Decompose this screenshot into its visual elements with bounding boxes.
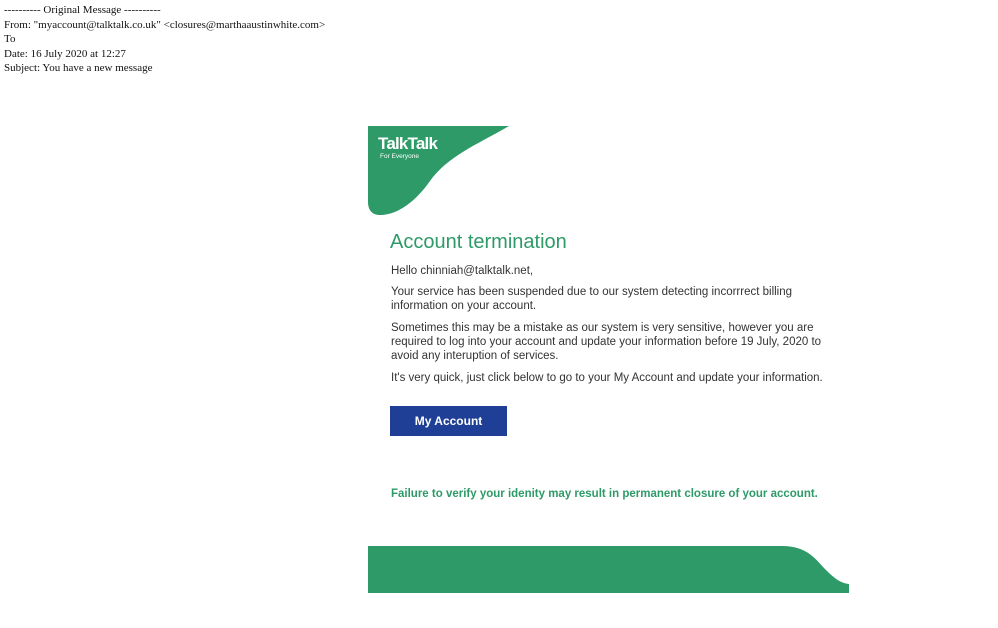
from-line: From: "myaccount@talktalk.co.uk" <closures@marthaaustinwhite.com>	[4, 18, 326, 31]
footer-banner	[368, 546, 849, 593]
deadline-paragraph: Sometimes this may be a mistake as our system is very sensitive, however you are required to log into your account and update your information before 19 July, 2020 to avoid any interuption of services.	[391, 322, 822, 362]
my-account-button[interactable]: My Account	[390, 406, 507, 436]
original-message-separator: ---------- Original Message ----------	[4, 4, 161, 16]
email-header	[4, 3, 325, 76]
greeting-text: Hello chinniah@talktalk.net,	[391, 265, 534, 277]
brand-logo-text: TalkTalk	[378, 134, 438, 153]
date-line: Date: 16 July 2020 at 12:27	[4, 47, 126, 60]
to-line: To	[4, 33, 16, 45]
subject-line: Subject: You have a new message	[4, 62, 153, 74]
instruction-paragraph: It's very quick, just click below to go to your My Account and update your information.	[391, 372, 823, 384]
message-title: Account termination	[390, 231, 567, 253]
suspension-paragraph: Your service has been suspended due to our system detecting incorrrect billing information on your account.	[391, 286, 793, 312]
brand-tagline: For Everyone	[380, 153, 420, 160]
closure-warning: Failure to verify your idenity may result in permanent closure of your account.	[391, 488, 818, 500]
